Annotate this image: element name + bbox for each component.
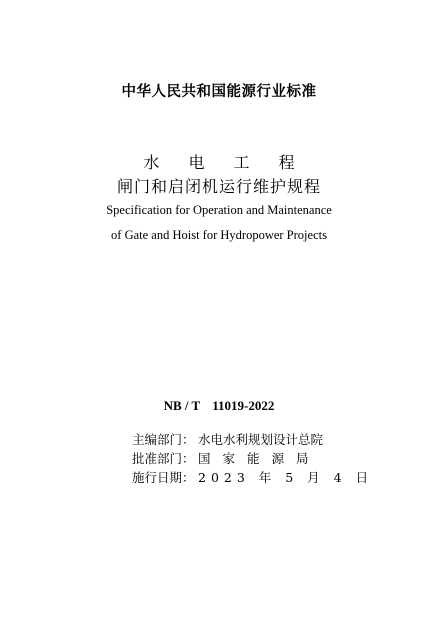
title-english-line-2: of Gate and Hoist for Hydropower Projects — [111, 228, 327, 242]
standard-code — [0, 398, 438, 414]
title-chinese-line-1: 水 电 工 程 — [143, 153, 307, 172]
meta-chief-editor — [132, 432, 352, 448]
meta-label: 施行日期： — [132, 470, 195, 485]
title-chinese-line-2: 闸门和启闭机运行维护规程 — [116, 177, 321, 196]
meta-value: 水电水利规划设计总院 — [198, 432, 324, 447]
standard-number: 11019-2022 — [212, 398, 275, 413]
meta-value: 2023 年 5 月 4 日 — [198, 470, 374, 485]
meta-value: 国家能源局 — [198, 451, 321, 466]
meta-label: 批准部门： — [132, 451, 195, 466]
title-english-line-1: Specification for Operation and Maintenance — [106, 203, 332, 217]
meta-label: 主编部门： — [132, 432, 195, 447]
issuing-organization: 中华人民共和国能源行业标准 — [121, 84, 317, 100]
meta-approving-department — [132, 451, 352, 467]
meta-effective-date — [132, 470, 374, 486]
standard-prefix: NB / T — [163, 398, 201, 413]
